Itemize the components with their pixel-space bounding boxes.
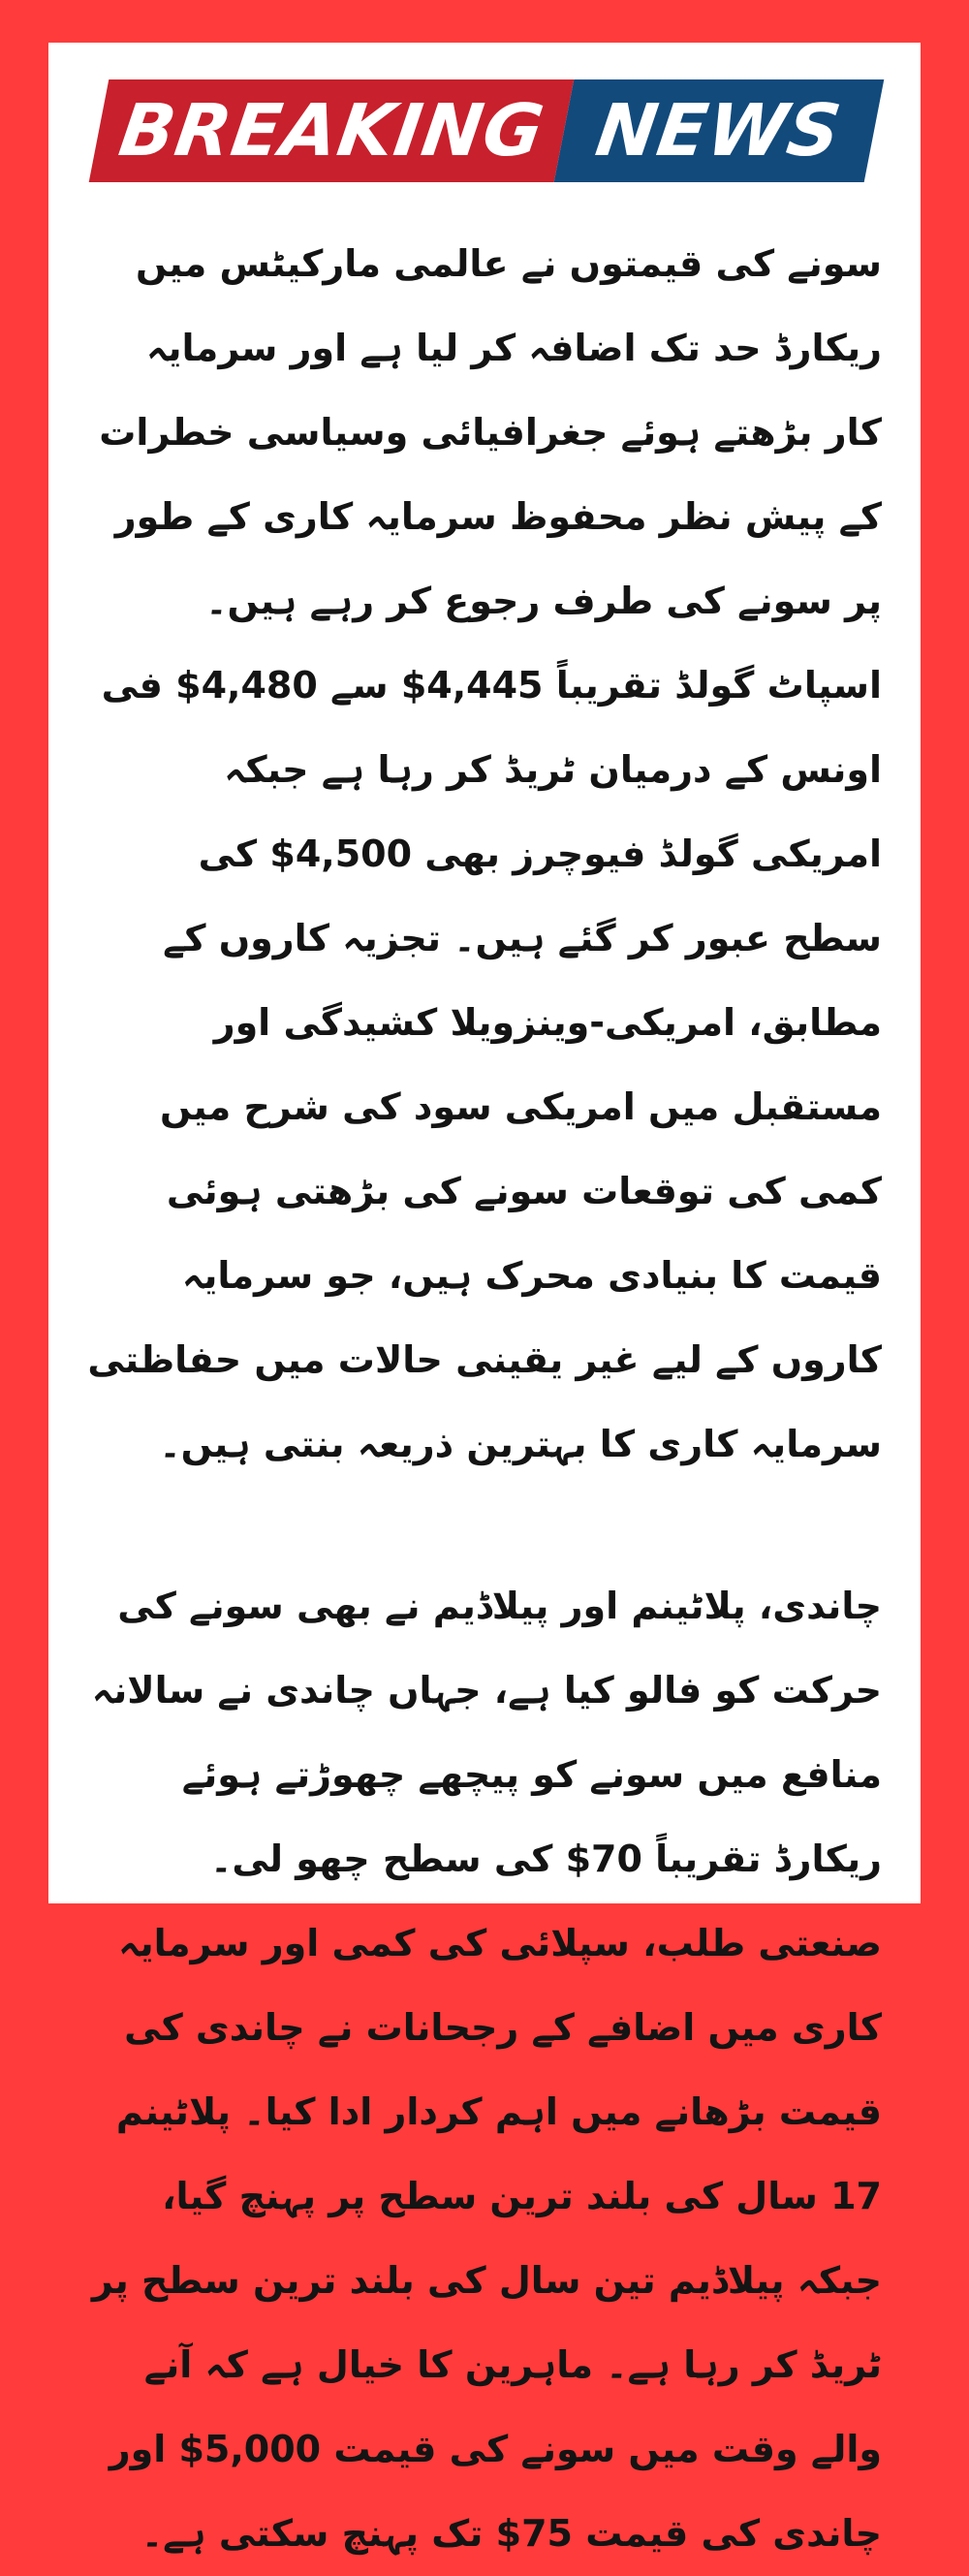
news-card (48, 43, 921, 2555)
banner-word-news: NEWS (591, 89, 847, 173)
article-paragraph-silver: چاندی، پلاٹینم اور پیلاڈیم نے بھی سونے کی حرکت کو فالو کیا ہے، جہاں چاندی نے سالانہ منافع میں سونے کو پیچھے چھوڑتے ہوئے ریکارڈ تقریباً ‎$70‎ کی سطح چھو لی۔ صنعتی طلب، سپلائی کی کمی اور سرمایہ کاری میں اضافے کے رجحانات نے چاندی کی قیمت بڑھانے میں اہم کردار ادا کیا۔ پلاٹینم 17 سال کی بلند ترین سطح پر پہنچ گیا، جبکہ پیلاڈیم تین سال کی بلند ترین سطح پر ٹریڈ کر رہا ہے۔ ماہرین کا خیال ہے کہ آنے والے وقت میں سونے کی قیمت ‎$5,000‎ اور چاندی کی قیمت ‎$75‎ تک پہنچ سکتی ہے۔ (91, 1585, 882, 2555)
banner-word-breaking: BREAKING (113, 89, 549, 173)
breaking-news-banner (89, 79, 885, 182)
article-paragraph-gold: سونے کی قیمتوں نے عالمی مارکیٹس میں ریکارڈ حد تک اضافہ کر لیا ہے اور سرمایہ کار بڑھتے ہوئے جغرافیائی وسیاسی خطرات کے پیش نظر محفوظ سرمایہ کاری کے طور پر سونے کی طرف رجوع کر رہے ہیں۔ اسپاٹ گولڈ تقریباً ‎$4,445‎ سے ‎$4,480‎ فی اونس کے درمیان ٹریڈ کر رہا ہے جبکہ امریکی گولڈ فیوچرز بھی ‎$4,500‎ کی سطح عبور کر گئے ہیں۔ تجزیہ کاروں کے مطابق، امریکی-وینزویلا کشیدگی اور مستقبل میں امریکی سود کی شرح میں کمی کی توقعات سونے کی بڑھتی ہوئی قیمت کا بنیادی محرک ہیں، جو سرمایہ کاروں کے لیے غیر یقینی حالات میں حفاظتی سرمایہ کاری کا بہترین ذریعہ بنتی ہیں۔ (87, 242, 882, 1465)
banner-blue-block (554, 79, 885, 182)
article-body (87, 222, 882, 2576)
banner-red-block (89, 79, 575, 182)
